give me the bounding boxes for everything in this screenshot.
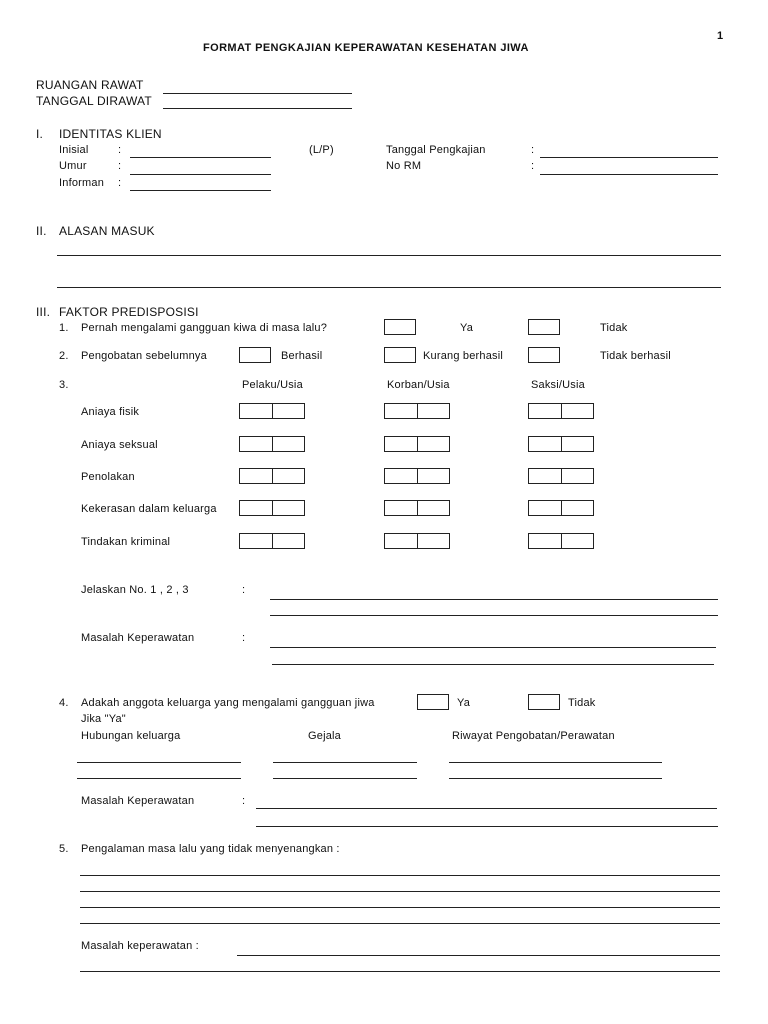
q3-row-kekerasan: Kekerasan dalam keluarga bbox=[81, 503, 217, 515]
q3-col-pelaku: Pelaku/Usia bbox=[242, 379, 303, 391]
section2-title: ALASAN MASUK bbox=[59, 224, 155, 238]
q5-masalah-label: Masalah keperawatan : bbox=[81, 940, 199, 952]
q2-kurang-checkbox[interactable] bbox=[384, 347, 416, 363]
q4-number: 4. bbox=[59, 697, 69, 709]
umur-label: Umur bbox=[59, 160, 87, 172]
jelaskan-line-2[interactable] bbox=[270, 615, 718, 616]
page-title: FORMAT PENGKAJIAN KEPERAWATAN KESEHATAN JIWA bbox=[203, 42, 529, 54]
q4-tidak-checkbox[interactable] bbox=[528, 694, 560, 710]
tanggal-pengkajian-label: Tanggal Pengkajian bbox=[386, 144, 486, 156]
section3-number: III. bbox=[36, 305, 51, 319]
q5-line-4[interactable] bbox=[80, 923, 720, 924]
q4-ya-label: Ya bbox=[457, 697, 471, 709]
q3-masalah-line-2[interactable] bbox=[272, 664, 714, 665]
q4-riwayat-line-1[interactable] bbox=[449, 762, 662, 763]
q2-tidak-checkbox[interactable] bbox=[528, 347, 560, 363]
q3-kekerasan-korban[interactable] bbox=[384, 500, 450, 516]
q1-ya-checkbox[interactable] bbox=[384, 319, 416, 335]
q2-berhasil-checkbox[interactable] bbox=[239, 347, 271, 363]
q3-masalah-colon: : bbox=[242, 632, 246, 644]
q3-aniaya-seksual-saksi[interactable] bbox=[528, 436, 594, 452]
section3-title: FAKTOR PREDISPOSISI bbox=[59, 305, 199, 319]
q3-aniaya-seksual-korban[interactable] bbox=[384, 436, 450, 452]
q3-aniaya-fisik-pelaku[interactable] bbox=[239, 403, 305, 419]
q4-jika-ya: Jika "Ya" bbox=[81, 713, 126, 725]
q4-hubungan-line-2[interactable] bbox=[77, 778, 241, 779]
q3-penolakan-saksi[interactable] bbox=[528, 468, 594, 484]
q3-penolakan-pelaku[interactable] bbox=[239, 468, 305, 484]
q5-masalah-line-2[interactable] bbox=[80, 971, 720, 972]
inisial-input-line[interactable] bbox=[130, 157, 271, 158]
q4-masalah-colon: : bbox=[242, 795, 246, 807]
jelaskan-colon: : bbox=[242, 584, 246, 596]
q4-gejala-label: Gejala bbox=[308, 730, 341, 742]
q4-gejala-line-1[interactable] bbox=[273, 762, 417, 763]
q3-kekerasan-pelaku[interactable] bbox=[239, 500, 305, 516]
inisial-colon: : bbox=[118, 144, 122, 156]
section1-number: I. bbox=[36, 127, 44, 141]
q3-penolakan-korban[interactable] bbox=[384, 468, 450, 484]
inisial-label: Inisial bbox=[59, 144, 89, 156]
q3-masalah-line-1[interactable] bbox=[270, 647, 716, 648]
q4-masalah-line-1[interactable] bbox=[256, 808, 717, 809]
tanggal-pengkajian-colon: : bbox=[531, 144, 535, 156]
q4-masalah-line-2[interactable] bbox=[256, 826, 718, 827]
tanggal-input-line[interactable] bbox=[163, 108, 352, 109]
section1-title: IDENTITAS KLIEN bbox=[59, 127, 162, 141]
page-number: 1 bbox=[717, 30, 724, 42]
q3-row-aniaya-fisik: Aniaya fisik bbox=[81, 406, 140, 418]
tanggal-label: TANGGAL DIRAWAT bbox=[36, 94, 152, 108]
ruangan-input-line[interactable] bbox=[163, 93, 352, 94]
q1-tidak-label: Tidak bbox=[600, 322, 628, 334]
q1-tidak-checkbox[interactable] bbox=[528, 319, 560, 335]
q5-line-2[interactable] bbox=[80, 891, 720, 892]
alasan-masuk-line-1[interactable] bbox=[57, 255, 721, 256]
q3-kriminal-pelaku[interactable] bbox=[239, 533, 305, 549]
q2-tidak-label: Tidak berhasil bbox=[600, 350, 671, 362]
q3-kriminal-saksi[interactable] bbox=[528, 533, 594, 549]
q5-masalah-line-1[interactable] bbox=[237, 955, 720, 956]
jelaskan-label: Jelaskan No. 1 , 2 , 3 bbox=[81, 584, 189, 596]
informan-label: Informan bbox=[59, 177, 105, 189]
q2-kurang-label: Kurang berhasil bbox=[423, 350, 504, 362]
alasan-masuk-line-2[interactable] bbox=[57, 287, 721, 288]
q4-tidak-label: Tidak bbox=[568, 697, 596, 709]
q3-number: 3. bbox=[59, 379, 69, 391]
q5-line-1[interactable] bbox=[80, 875, 720, 876]
q1-number: 1. bbox=[59, 322, 69, 334]
q2-number: 2. bbox=[59, 350, 69, 362]
q4-riwayat-label: Riwayat Pengobatan/Perawatan bbox=[452, 730, 615, 742]
no-rm-input-line[interactable] bbox=[540, 174, 718, 175]
q2-text: Pengobatan sebelumnya bbox=[81, 350, 207, 362]
tanggal-pengkajian-input-line[interactable] bbox=[540, 157, 718, 158]
informan-input-line[interactable] bbox=[130, 190, 271, 191]
q3-row-penolakan: Penolakan bbox=[81, 471, 135, 483]
q3-aniaya-seksual-pelaku[interactable] bbox=[239, 436, 305, 452]
q5-text: Pengalaman masa lalu yang tidak menyenangkan : bbox=[81, 843, 340, 855]
q1-ya-label: Ya bbox=[460, 322, 474, 334]
umur-colon: : bbox=[118, 160, 122, 172]
q4-masalah-label: Masalah Keperawatan bbox=[81, 795, 195, 807]
q3-col-saksi: Saksi/Usia bbox=[531, 379, 585, 391]
q3-row-tindakan-kriminal: Tindakan kriminal bbox=[81, 536, 171, 548]
q5-number: 5. bbox=[59, 843, 69, 855]
q3-row-aniaya-seksual: Aniaya seksual bbox=[81, 439, 158, 451]
q4-riwayat-line-2[interactable] bbox=[449, 778, 662, 779]
q4-gejala-line-2[interactable] bbox=[273, 778, 417, 779]
q3-kriminal-korban[interactable] bbox=[384, 533, 450, 549]
q5-line-3[interactable] bbox=[80, 907, 720, 908]
q4-ya-checkbox[interactable] bbox=[417, 694, 449, 710]
q2-berhasil-label: Berhasil bbox=[281, 350, 323, 362]
q4-text: Adakah anggota keluarga yang mengalami gangguan jiwa bbox=[81, 697, 375, 709]
jelaskan-line-1[interactable] bbox=[270, 599, 718, 600]
informan-colon: : bbox=[118, 177, 122, 189]
q4-hubungan-line-1[interactable] bbox=[77, 762, 241, 763]
q3-col-korban: Korban/Usia bbox=[387, 379, 450, 391]
q3-aniaya-fisik-korban[interactable] bbox=[384, 403, 450, 419]
ruangan-label: RUANGAN RAWAT bbox=[36, 78, 144, 92]
q3-aniaya-fisik-saksi[interactable] bbox=[528, 403, 594, 419]
umur-input-line[interactable] bbox=[130, 174, 271, 175]
no-rm-label: No RM bbox=[386, 160, 422, 172]
section2-number: II. bbox=[36, 224, 47, 238]
q4-hubungan-label: Hubungan keluarga bbox=[81, 730, 181, 742]
q1-text: Pernah mengalami gangguan kiwa di masa lalu? bbox=[81, 322, 328, 334]
lp-label: (L/P) bbox=[309, 144, 334, 156]
q3-kekerasan-saksi[interactable] bbox=[528, 500, 594, 516]
no-rm-colon: : bbox=[531, 160, 535, 172]
q3-masalah-label: Masalah Keperawatan bbox=[81, 632, 195, 644]
